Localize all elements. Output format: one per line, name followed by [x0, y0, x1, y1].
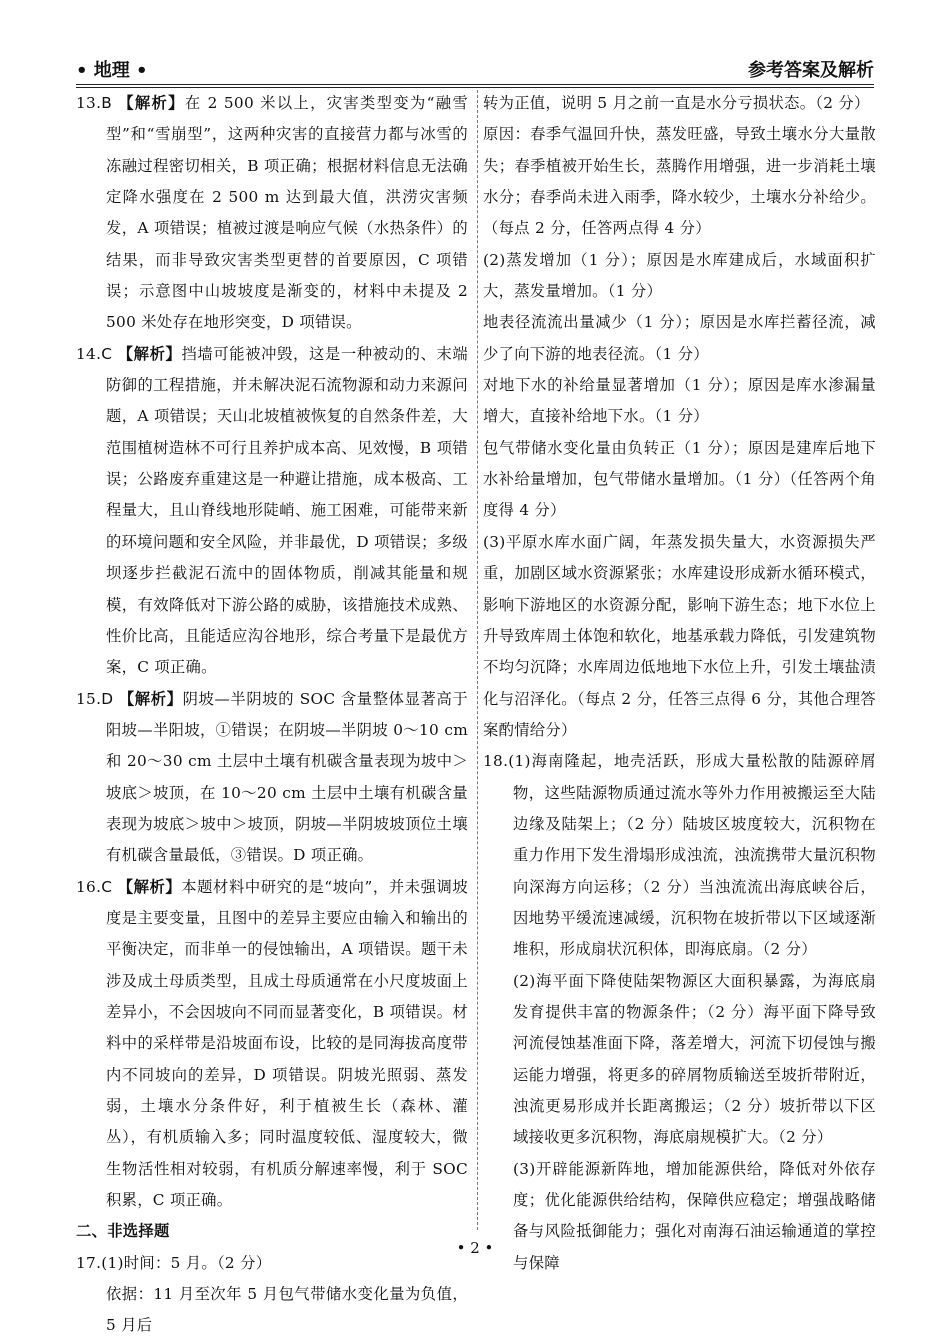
- question-18-part1: 18.(1)海南隆起，地壳活跃，形成大量松散的陆源碎屑物，这些陆源物质通过流水等外力作用被搬运至大陆边缘及陆架上；（2 分）陆坡区坡度较大，沉积物在重力作用下发生滑塌形成浊流，浊流携带大量沉积物向深海方向运移；（2 分）当浊流流出海底峡谷后，因地势平缓流速减缓，沉积物在坡折带以下区域逐渐堆积，形成扇状沉积体，即海底扇。（2 分）: [483, 752, 876, 959]
- q17-basis: 依据：11 月至次年 5 月包气带储水变化量为负值，5 月后: [106, 1285, 468, 1335]
- header-rule: [76, 84, 874, 85]
- page-number: • 2 •: [456, 1239, 494, 1257]
- q17-part2-groundwater: 对地下水的补给量显著增加（1 分）；原因是库水渗漏量增大，直接补给地下水。（1 分）: [483, 376, 876, 426]
- header-subject: • 地理 •: [76, 60, 148, 81]
- q17-part2-storage: 包气带储水变化量由负转正（1 分）；原因是建库后地下水补给量增加，包气带储水量增加。（1 分）（任答两个角度得 4 分）: [483, 438, 876, 520]
- header-title: 参考答案及解析: [748, 60, 874, 81]
- question-17: 17.(1)时间：5 月。（2 分）: [76, 1253, 272, 1272]
- q17-basis-cont: 转为正值，说明 5 月之前一直是水分亏损状态。（2 分）: [483, 94, 870, 112]
- q17-part2-evaporation: (2)蒸发增加（1 分）；原因是水库建成后，水域面积扩大，蒸发量增加。（1 分）: [483, 250, 876, 301]
- section-heading: 二、非选择题: [76, 1222, 170, 1241]
- question-18-part2: (2)海平面下降使陆架物源区大面积暴露，为海底扇发育提供丰富的物源条件；（2 分）海平面下降导致河流侵蚀基准面下降，落差增大，河流下切侵蚀与搬运能力增强，将更多的碎屑物质输送至坡折带附近，浊流更易形成并长距离搬运；（2 分）坡折带以下区域接收更多沉积物，海底扇规模扩大。（2 分）: [513, 971, 876, 1147]
- right-column: [483, 88, 876, 1279]
- question-18-part3: (3)开辟能源新阵地，增加能源供给，降低对外依存度；优化能源供给结构，保障供应稳定；增强战略储备与风险抵御能力；强化对南海石油运输通道的掌控与保障: [513, 1159, 876, 1272]
- left-column: [76, 88, 468, 1342]
- column-divider: [477, 90, 478, 1230]
- question-16: 16.C 【解析】本题材料中研究的是“坡向”，并未强调坡度是主要变量，且图中的差异主要应由输入和输出的平衡决定，而非单一的侵蚀输出，A 项错误。题干未涉及成土母质类型，且成土母质通常在小尺度坡面上差异小，不会因坡向不同而显著变化，B 项错误。材料中的采样带是沿坡面布设，比较的是同海拔高度带内不同坡向的差异，D 项错误。阴坡光照弱、蒸发弱，土壤水分条件好，利于植被生长（森林、灌丛），有机质输入多；同时温度较低、湿度较大，微生物活性相对较弱，有机质分解速率慢，利于 SOC 积累，C 项正确。: [76, 877, 468, 1210]
- page-header: [76, 52, 874, 82]
- q17-reason: 原因：春季气温回升快，蒸发旺盛，导致土壤水分大量散失；春季植被开始生长，蒸腾作用增强，进一步消耗土壤水分；春季尚未进入雨季，降水较少，土壤水分补给少。（每点 2 分，任答两点得 4 分）: [483, 125, 876, 238]
- q17-part3: (3)平原水库水面广阔，年蒸发损失量大，水资源损失严重，加剧区域水资源紧张；水库建设形成新水循环模式，影响下游地区的水资源分配，影响下游生态；地下水位上升导致库周土体饱和软化，地基承载力降低，引发建筑物不均匀沉降；水库周边低地地下水位上升，引发土壤盐渍化与沼泽化。（每点 2 分，任答三点得 6 分，其他合理答案酌情给分）: [483, 532, 876, 739]
- question-13: 13.B 【解析】在 2 500 米以上，灾害类型变为“融雪型”和“雪崩型”，这两种灾害的直接营力都与冰雪的冻融过程密切相关，B 项正确；根据材料信息无法确定降水强度在 2 500 m 达到最大值，洪涝灾害频发，A 项错误；植被过渡是响应气候（水热条件）的结果，而非导致灾害类型更替的首要原因，C 项错误；示意图中山坡坡度是渐变的，材料中未提及 2 500 米处存在地形突变，D 项错误。: [76, 94, 468, 332]
- question-15: 15.D 【解析】阴坡—半阴坡的 SOC 含量整体显著高于阳坡—半阳坡，①错误；在阴坡—半阴坡 0～10 cm 和 20～30 cm 土层中土壤有机碳含量表现为坡中＞坡底＞坡顶，在 10～20 cm 土层中土壤有机碳含量表现为坡底＞坡中＞坡顶，阴坡—半阴坡坡顶位土壤有机碳含量最低，③错误。D 项正确。: [76, 689, 469, 865]
- q17-part2-runoff: 地表径流流出量减少（1 分）；原因是水库拦蓄径流，减少了向下游的地表径流。（1 分）: [483, 313, 876, 363]
- question-14: 14.C 【解析】挡墙可能被冲毁，这是一种被动的、末端防御的工程措施，并未解决泥石流物源和动力来源问题，A 项错误；天山北坡植被恢复的自然条件差，大范围植树造林不可行且养护成本高、见效慢，B 项错误；公路废弃重建这是一种避让措施，成本极高、工程量大，且山脊线地形陡峭、施工困难，可能带来新的环境问题和安全风险，并非最优，D 项错误；多级坝逐步拦截泥石流中的固体物质，削减其能量和规模，有效降低对下游公路的威胁，该措施技术成熟、性价比高，且能适应沟谷地形，综合考量下是最优方案，C 项正确。: [76, 344, 469, 677]
